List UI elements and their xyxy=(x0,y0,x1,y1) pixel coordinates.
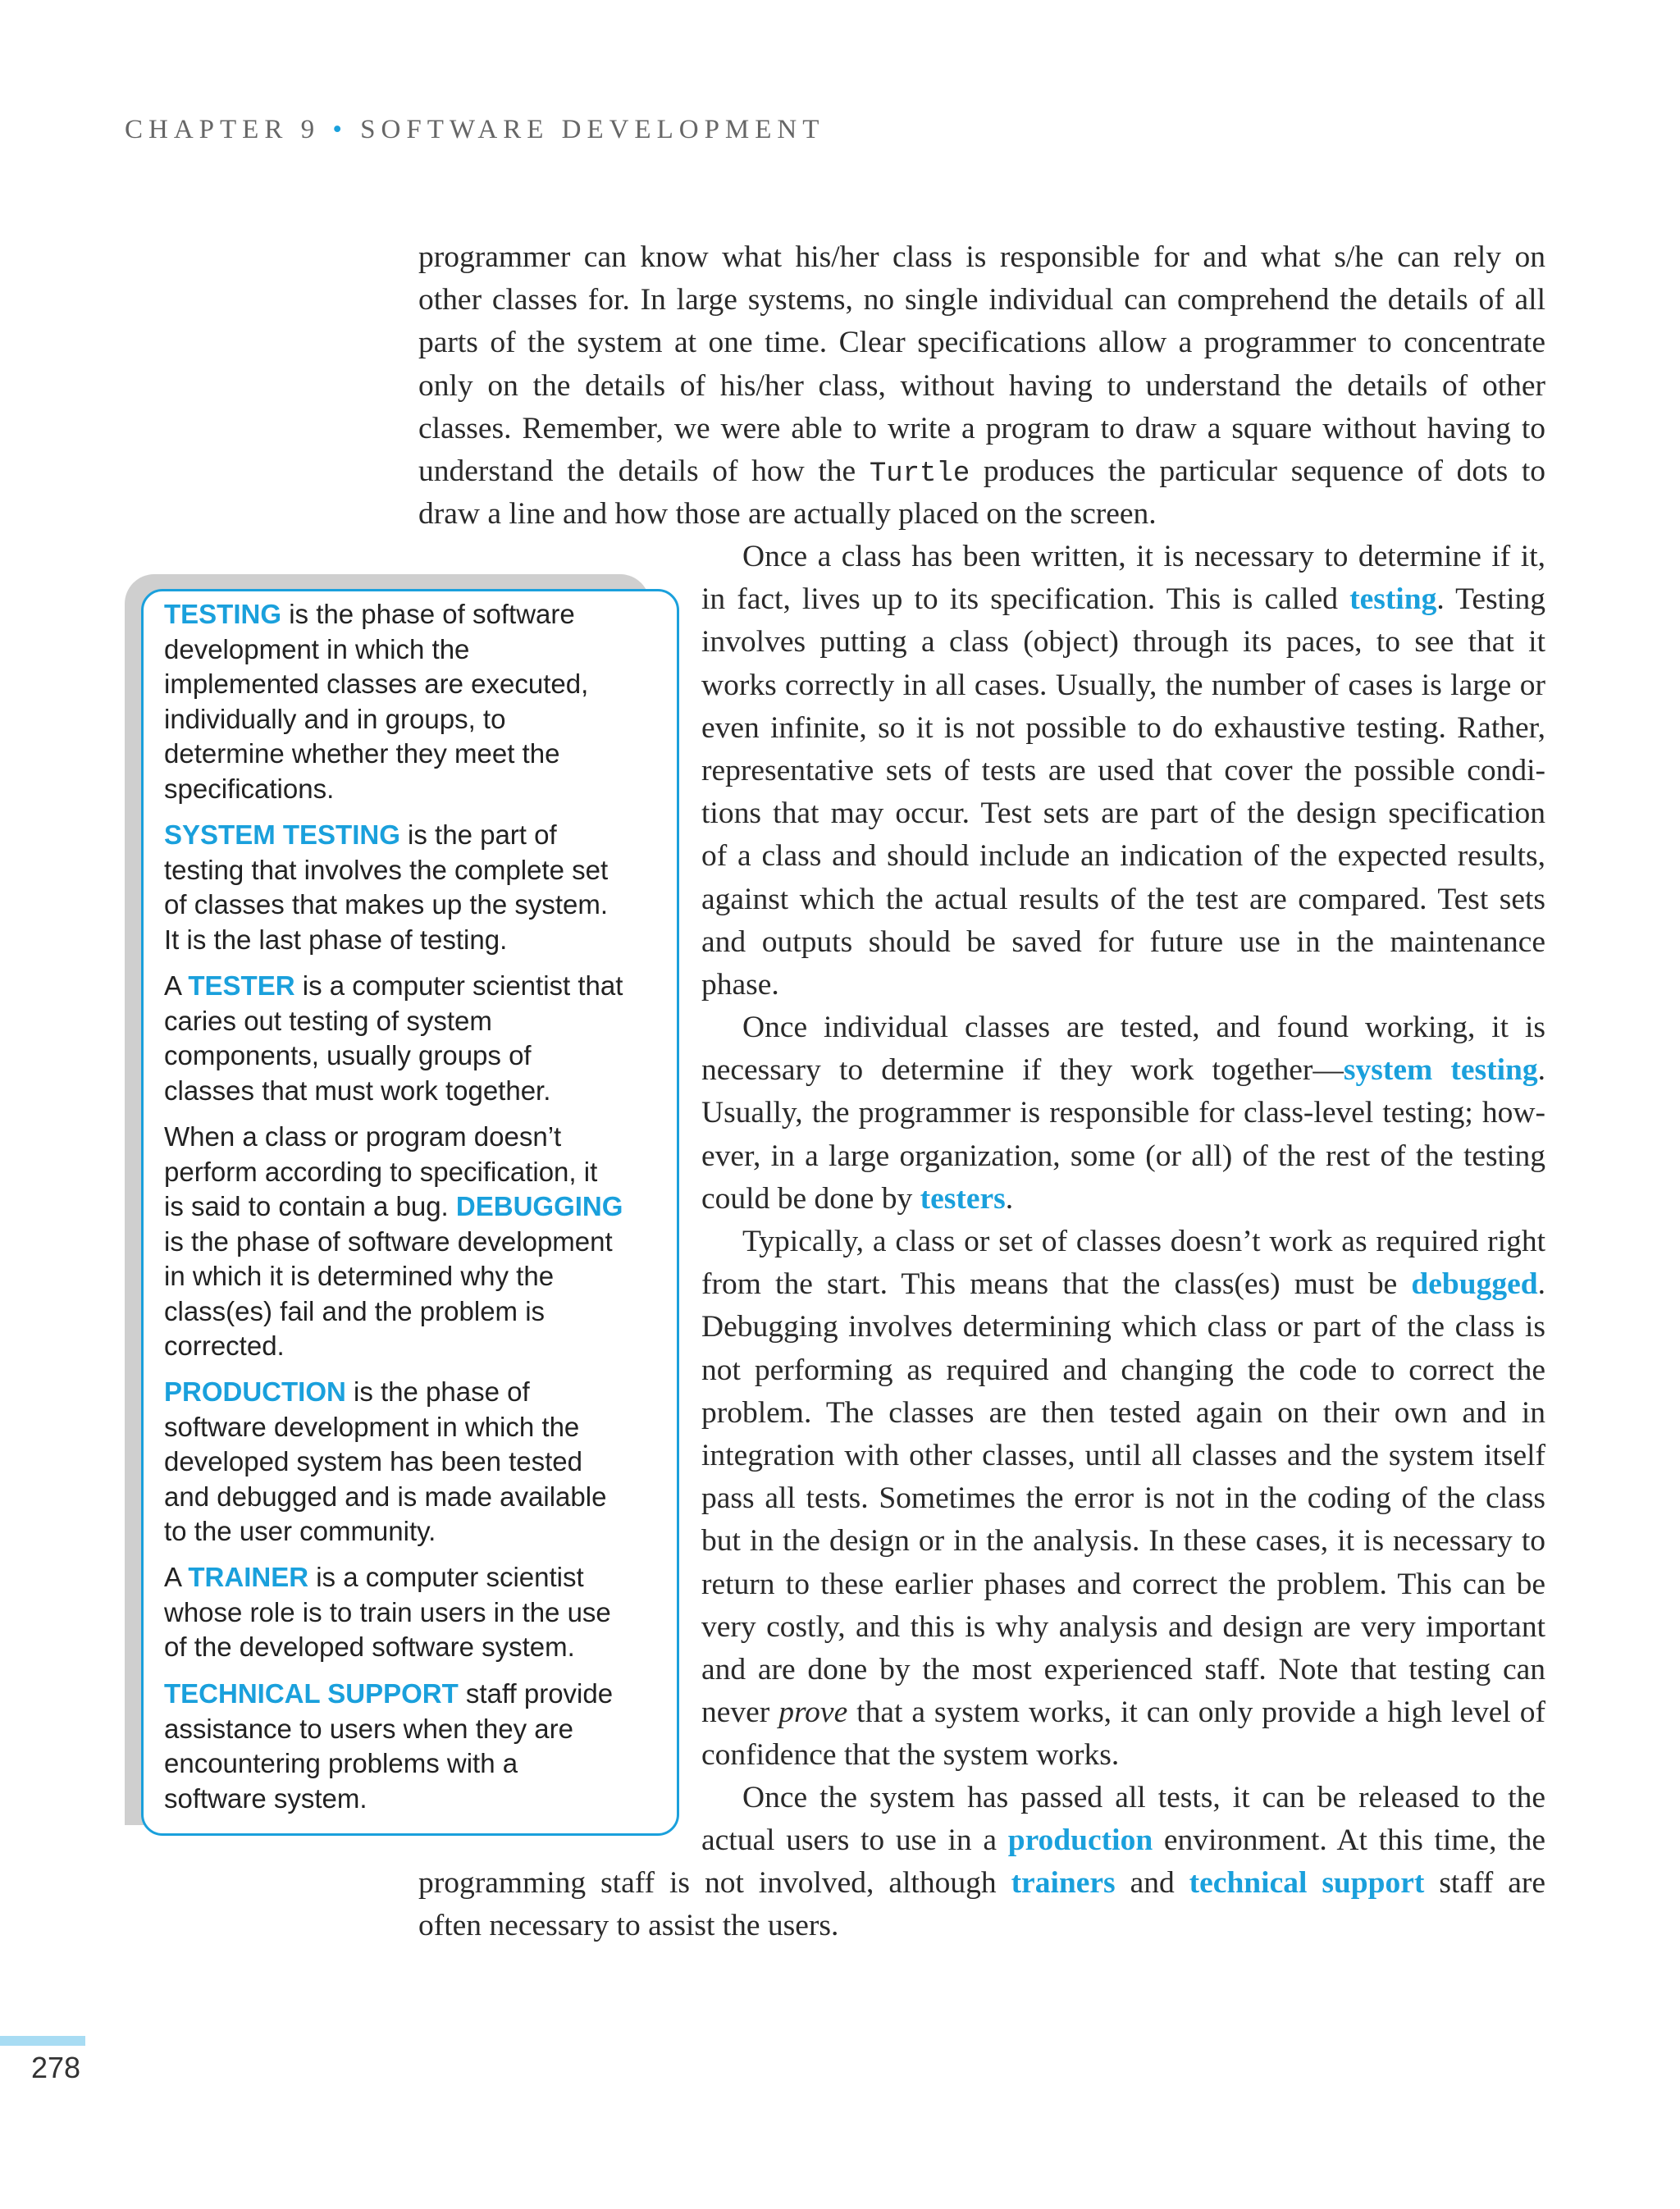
glossary-entry-tester: A TESTER is a computer scientist that caries out testing of system components, usually groups of classes that must work together. xyxy=(164,970,623,1106)
term-trainers: trainers xyxy=(1011,1866,1116,1900)
page-number-bar xyxy=(0,2036,85,2046)
chapter-label: CHAPTER 9 xyxy=(125,115,321,144)
term-testing: testing xyxy=(1349,582,1437,617)
term-debugged: debugged xyxy=(1411,1267,1538,1302)
body-paragraph-5: Once the system has passed all tests, it can be released to the actual users to use in a production environment. At this time, the xyxy=(701,1781,1546,1858)
running-header xyxy=(125,115,824,145)
glossary-entry-debugging: When a class or program doesn’t perform according to specification, it is said to contain a bug. DEBUGGING is the phase of software development in which it is determined why the class(es) fail and the problem is corrected. xyxy=(164,1121,623,1361)
body-paragraph-2: Once a class has been written, it is necessary to determine if it, in fact, lives up to its specification. This is called testing. Testing involves putting a class (object) through its paces, to see that it works correctly in all cases. Usually, the number of cases is large or even infinite, so it is not possible to do exhaustive testing. Rather, representative sets of tests are used that cover the possible condi- tions that may occur. Test sets are part of the design specification of a class and should include an indication of the expected results, against which the actual results of the test are compared. Test sets and outputs should be saved for future use in the maintenance phase. xyxy=(701,540,1545,1002)
glossary-entry-system-testing: SYSTEM TESTING is the part of testing that involves the complete set of classes that makes up the system. It is the last phase of testing. xyxy=(164,819,609,955)
term-technical-support: technical support xyxy=(1189,1866,1425,1900)
term-testers: testers xyxy=(920,1181,1006,1216)
header-separator: • xyxy=(332,115,348,144)
term-system-testing: system testing xyxy=(1343,1053,1538,1088)
body-paragraph-1: programmer can know what his/her class is responsible for and what s/he can rely on other classes for. In large systems, no single individual can comprehend the details of all parts of the system at one time. Clear specifications allow a programmer to concentrate only on the details of his/her class, without having to understand the details of other classes. Remember, we were able to write a program to draw a square without having to understand the details of how the Turtle produces the particular sequence of dots to draw a line and how those are actually placed on the screen. xyxy=(418,240,1546,532)
body-paragraph-3: Once individual classes are tested, and found working, it is necessary to determine if they work together—system testing. Usually, the programmer is responsible for class-level testing; how- ever, in a large organization, some (or all) of the rest of the testing could be done by testers. xyxy=(701,1011,1546,1216)
emphasis-prove: prove xyxy=(778,1696,848,1730)
body-paragraph-4: Typically, a class or set of classes doesn’t work as required right from the start. This means that the class(es) must be debugged. Debugging involves determining which class or part of the class is not performing as required and changing the code to correct the problem. The classes are then tested again on their own and in integration with other classes, until all classes and the system itself pass all tests. Sometimes the error is not in the coding of the class but in the design or in the analysis. In these cases, it is necessary to return to these earlier phases and correct the problem. This can be very costly, and this is why analysis and design are very important and are done by the most experienced staff. Note that testing can never prove that a system works, it can only provide a high level of confidence that the system works. xyxy=(701,1225,1546,1773)
glossary-entry-technical-support: TECHNICAL SUPPORT staff provide assistance to users when they are encountering problems with a software system. xyxy=(164,1678,614,1814)
body-paragraph-5-continued: programming staff is not involved, although trainers and technical support staff are often necessary to assist the users. xyxy=(418,1866,1546,1943)
page-number: 278 xyxy=(31,2051,81,2084)
chapter-title: SOFTWARE DEVELOPMENT xyxy=(360,115,825,144)
turtle-code: Turtle xyxy=(869,458,970,490)
glossary-entry-production: PRODUCTION is the phase of software development in which the developed system has been tested and debugged and is made available to the user community. xyxy=(164,1376,607,1546)
glossary-entry-testing: TESTING is the phase of software development in which the implemented classes are executed, individually and in groups, to determine whether they meet the specifications. xyxy=(164,599,589,804)
term-production: production xyxy=(1007,1823,1153,1858)
glossary-entry-trainer: A TRAINER is a computer scientist whose role is to train users in the use of the developed software system. xyxy=(164,1562,611,1662)
